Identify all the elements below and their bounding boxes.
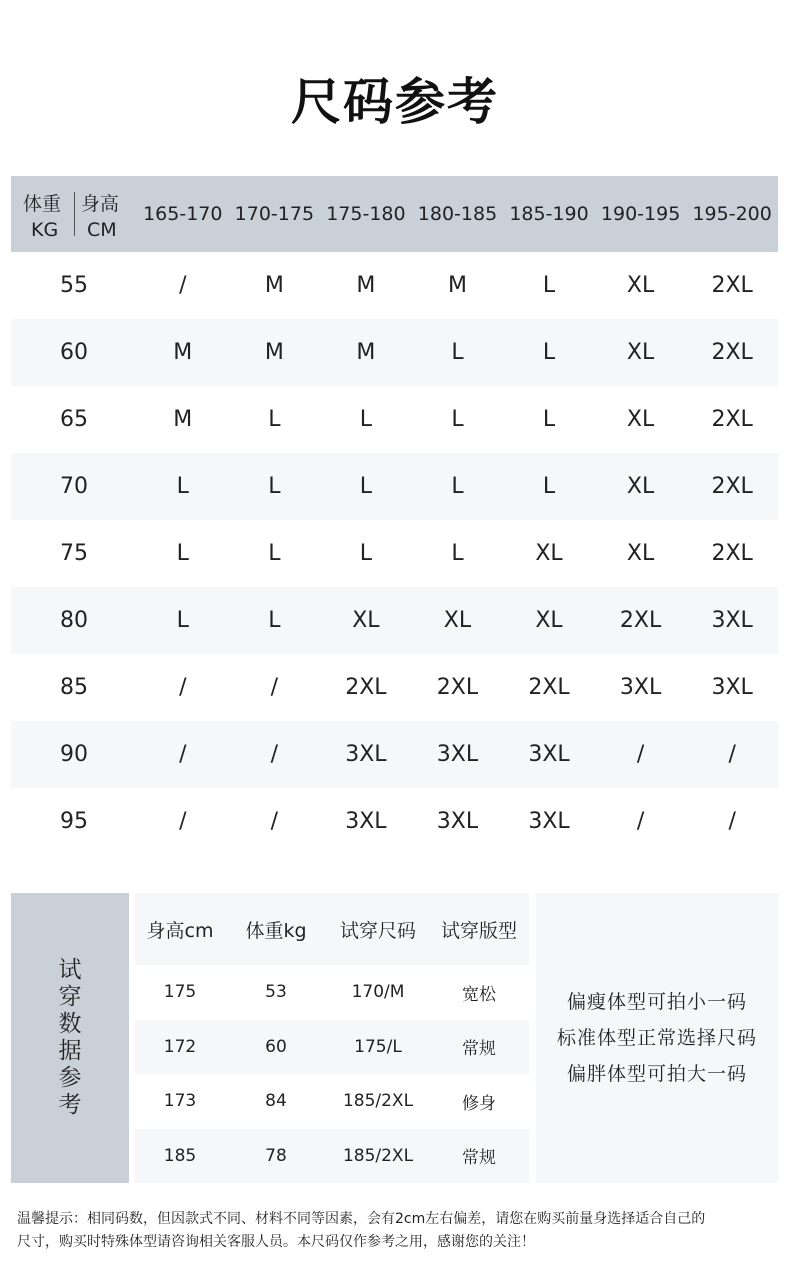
weight-cell: 85 [60, 675, 88, 700]
header-corner-cell [11, 176, 137, 252]
trial-row [135, 965, 529, 1020]
trial-fit-cell: 常规 [462, 1148, 496, 1169]
trial-note [536, 893, 778, 1183]
weight-cell: 75 [60, 541, 88, 566]
size-row [11, 319, 778, 386]
trial-height-cell: 185 [163, 1145, 197, 1166]
size-cell: / [636, 809, 645, 834]
size-cell: / [179, 273, 187, 298]
size-cell: L [451, 474, 464, 499]
size-cell: L [451, 340, 464, 365]
size-cell: M [264, 340, 284, 365]
weight-cell: 55 [60, 273, 88, 298]
height-range-header: 170-175 [234, 203, 315, 225]
size-cell: L [359, 541, 373, 566]
trial-size-cell: 170/M [351, 982, 405, 1003]
size-cell: 3XL [436, 742, 479, 767]
size-cell: L [268, 474, 281, 499]
weight-unit: KG [31, 219, 59, 241]
size-cell: / [270, 742, 279, 767]
trial-table [135, 893, 529, 1183]
size-table-header [11, 176, 778, 252]
size-cell: 2XL [436, 675, 479, 700]
size-row [11, 252, 778, 319]
trial-header-size: 试穿尺码 [339, 919, 416, 942]
trial-header-height: 身高cm [146, 919, 214, 942]
size-row [11, 587, 778, 654]
size-cell: 2XL [711, 340, 753, 365]
size-cell: M [356, 340, 376, 365]
height-range-header: 195-200 [692, 203, 772, 225]
size-cell: 3XL [619, 675, 662, 700]
size-cell: XL [626, 340, 655, 365]
trial-height-cell: 172 [163, 1036, 197, 1057]
height-unit: CM [87, 219, 117, 241]
weight-cell: 80 [60, 608, 88, 633]
size-cell: L [268, 541, 281, 566]
size-cell: 3XL [345, 809, 387, 834]
size-cell: M [356, 273, 376, 298]
height-range-header: 185-190 [509, 203, 589, 225]
note-line-large: 偏胖体型可拍大一码 [566, 1063, 747, 1085]
size-cell: M [447, 273, 467, 298]
trial-table-body [135, 965, 529, 1183]
trial-side-label-cell [11, 893, 129, 1183]
note-line-slim: 偏瘦体型可拍小一码 [566, 991, 747, 1013]
size-cell: 3XL [436, 809, 479, 834]
size-cell: 2XL [711, 474, 753, 499]
trial-header-weight: 体重kg [245, 919, 307, 942]
trial-height-cell: 175 [163, 982, 197, 1003]
weight-cell: 70 [60, 474, 88, 499]
size-cell: 3XL [711, 675, 753, 700]
size-cell: 3XL [711, 608, 753, 633]
size-cell: L [268, 608, 281, 633]
trial-size-cell: 185/2XL [342, 1091, 414, 1112]
size-cell: XL [626, 474, 655, 499]
trial-size-cell: 185/2XL [342, 1145, 414, 1166]
size-cell: XL [535, 541, 563, 566]
trial-weight-cell: 84 [265, 1091, 287, 1112]
size-cell: 3XL [528, 742, 570, 767]
height-range-header: 180-185 [417, 203, 498, 225]
size-cell: L [542, 273, 556, 298]
size-cell: M [264, 273, 284, 298]
footer-tip [17, 1208, 777, 1254]
size-cell: L [451, 407, 464, 432]
size-cell: 2XL [711, 541, 753, 566]
trial-table-header [135, 893, 529, 965]
size-cell: XL [626, 407, 655, 432]
size-row [11, 520, 778, 587]
size-table [11, 176, 778, 855]
size-cell: 3XL [345, 742, 387, 767]
trial-height-cell: 173 [163, 1091, 197, 1112]
size-cell: / [179, 742, 187, 767]
size-cell: 3XL [528, 809, 570, 834]
size-cell: L [542, 407, 556, 432]
page-title: 尺码参考 [291, 73, 499, 131]
size-cell: / [179, 809, 187, 834]
size-row [11, 721, 778, 788]
height-range-header: 165-170 [143, 203, 223, 225]
weight-cell: 90 [60, 742, 88, 767]
trial-weight-cell: 53 [265, 982, 287, 1003]
size-cell: / [728, 809, 736, 834]
size-cell: 2XL [711, 407, 753, 432]
size-cell: XL [626, 273, 655, 298]
trial-fit-cell: 宽松 [462, 984, 496, 1005]
size-cell: 2XL [711, 273, 753, 298]
size-cell: L [542, 340, 556, 365]
size-cell: M [173, 340, 193, 365]
size-cell: / [728, 742, 736, 767]
size-cell: / [270, 675, 279, 700]
size-cell: L [176, 608, 189, 633]
footer-tip-line: 温馨提示：相同码数，但因款式不同、材料不同等因素，会有2cm左右偏差，请您在购买前量身选择适合自己的 [17, 1211, 706, 1227]
size-cell: / [636, 742, 645, 767]
size-cell: XL [352, 608, 380, 633]
trial-header-fit: 试穿版型 [440, 919, 517, 942]
trial-fit-cell: 常规 [462, 1039, 496, 1060]
size-table-body [11, 252, 778, 855]
footer-tip-line: 尺寸，购买时特殊体型请咨询相关客服人员。本尺码仅作参考之用，感谢您的关注！ [17, 1234, 535, 1250]
size-cell: L [542, 474, 556, 499]
trial-row [135, 1129, 529, 1184]
size-cell: XL [443, 608, 472, 633]
height-label: 身高 [81, 193, 120, 215]
size-cell: L [359, 407, 373, 432]
size-cell: 2XL [528, 675, 570, 700]
height-range-header: 175-180 [326, 203, 406, 225]
trial-data-section [11, 893, 778, 1183]
height-range-header: 190-195 [600, 203, 681, 225]
trial-fit-cell: 修身 [462, 1093, 496, 1114]
trial-row [135, 1074, 529, 1129]
size-cell: L [359, 474, 373, 499]
corner-divider [74, 192, 75, 236]
trial-size-cell: 175/L [354, 1036, 402, 1057]
size-row [11, 453, 778, 520]
weight-label: 体重 [23, 193, 62, 215]
size-cell: / [270, 809, 279, 834]
size-cell: L [268, 407, 281, 432]
trial-side-label: 试穿数据参考 [58, 957, 82, 1118]
size-cell: XL [535, 608, 563, 633]
size-cell: 2XL [345, 675, 387, 700]
weight-cell: 95 [60, 809, 88, 834]
size-cell: L [176, 474, 189, 499]
weight-cell: 60 [60, 340, 88, 365]
size-cell: M [173, 407, 193, 432]
size-row [11, 386, 778, 453]
weight-cell: 65 [60, 407, 88, 432]
trial-row [135, 1020, 529, 1075]
size-cell: XL [626, 541, 655, 566]
note-line-standard: 标准体型正常选择尺码 [556, 1027, 757, 1049]
size-cell: 2XL [619, 608, 662, 633]
trial-weight-cell: 78 [265, 1145, 287, 1166]
size-row [11, 788, 778, 855]
trial-weight-cell: 60 [265, 1036, 287, 1057]
size-cell: / [179, 675, 187, 700]
size-row [11, 654, 778, 721]
size-cell: L [451, 541, 464, 566]
size-cell: L [176, 541, 189, 566]
